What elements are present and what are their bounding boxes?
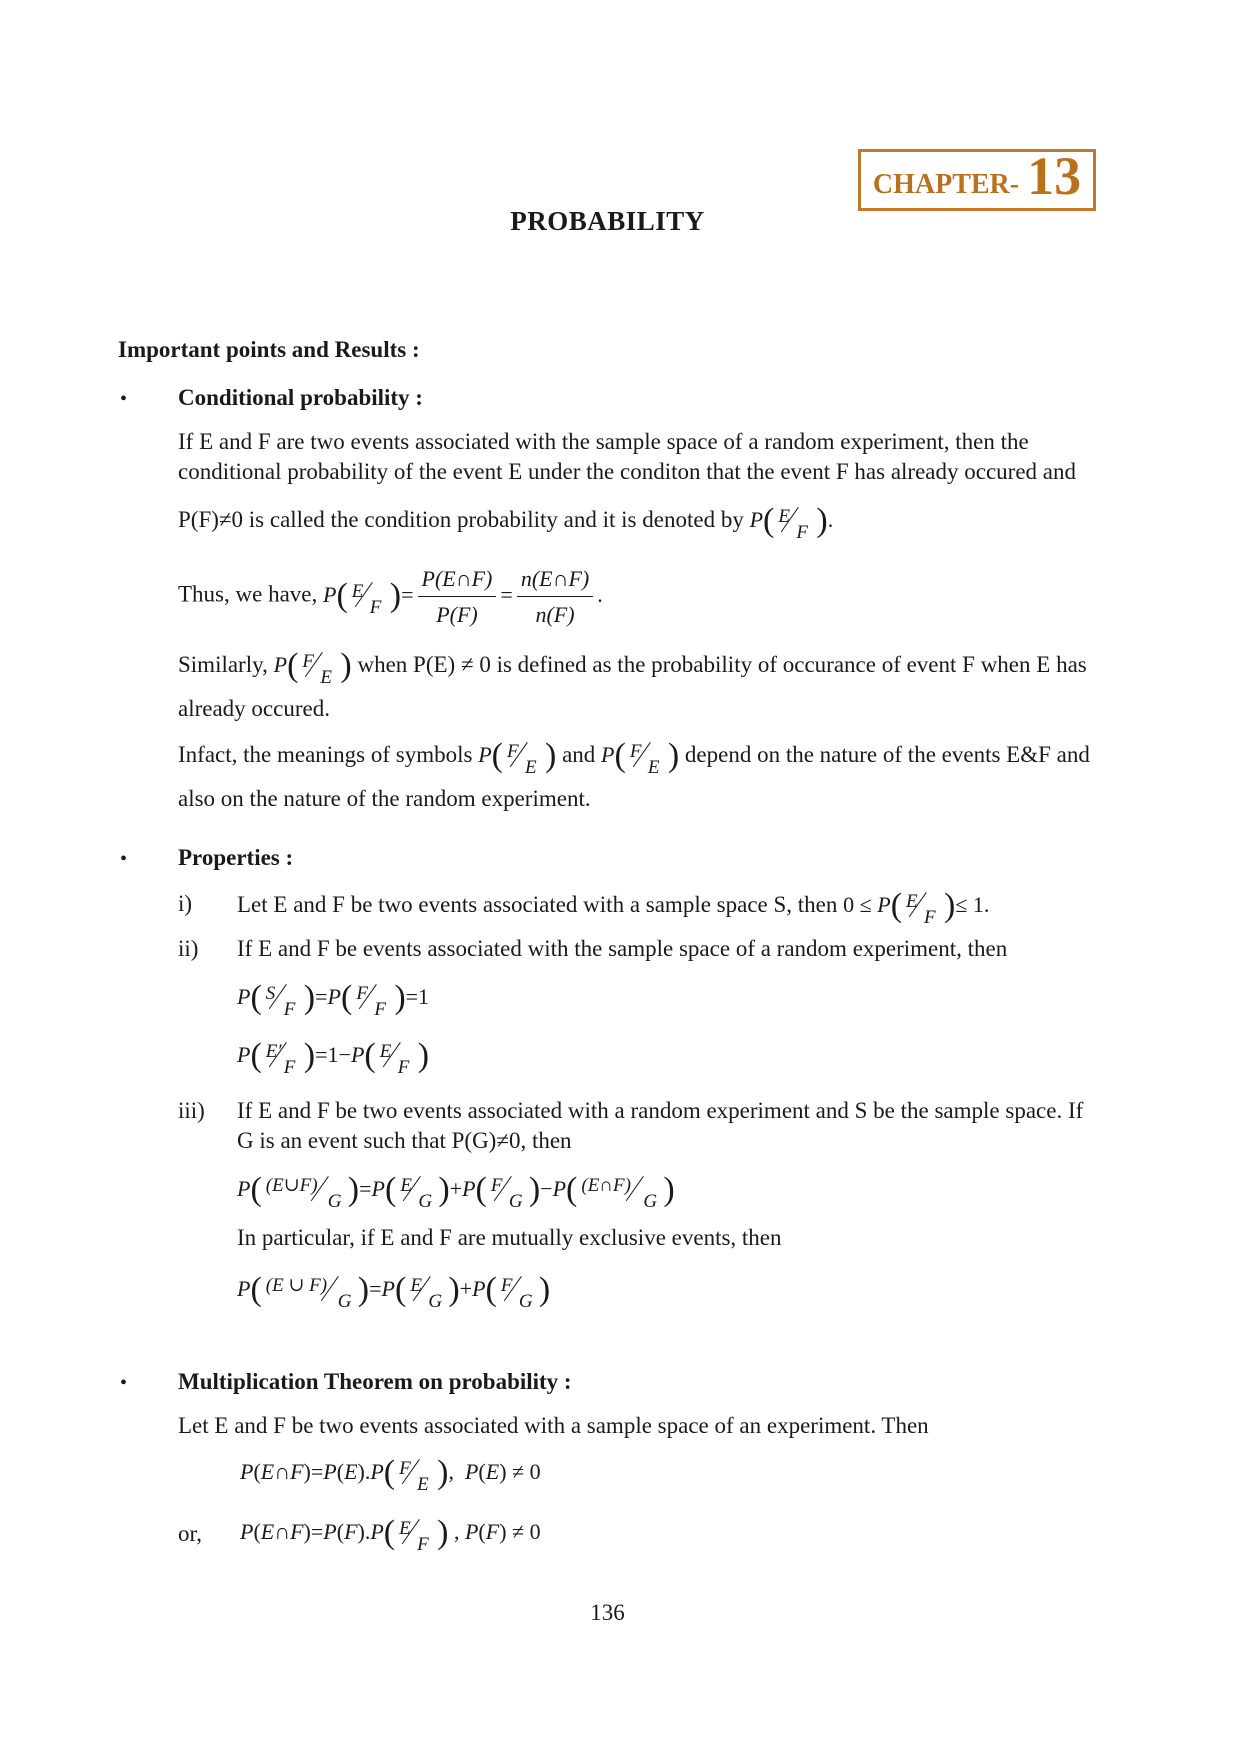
list-marker: iii)	[178, 1098, 205, 1123]
paragraph-line: conditional probability of the event E under the conditon that the event F has already occured and	[178, 459, 1076, 484]
paragraph-text: Thus, we have,	[178, 581, 318, 607]
bullet-icon: •	[120, 1372, 128, 1394]
bullet-icon: •	[120, 848, 128, 870]
paragraph-text: Infact, the meanings of symbols	[178, 742, 473, 767]
list-item: If E and F be two events associated with a random experiment and S be the sample space. If	[237, 1098, 1084, 1123]
paragraph-line: If E and F are two events associated with the sample space of a random experiment, then the	[178, 429, 1029, 454]
intro-heading: Important points and Results :	[118, 337, 420, 362]
paragraph-line: also on the nature of the random experiment.	[178, 786, 591, 811]
formula-p-f-given-e: P( F E )	[601, 737, 680, 778]
section-heading-conditional: Conditional probability :	[178, 385, 423, 410]
list-item: G is an event such that P(G)≠0, then	[237, 1128, 572, 1153]
chapter-badge	[858, 146, 1096, 211]
formula-p-f-given-e: P( F E )	[478, 737, 557, 778]
paragraph-line: already occured.	[178, 696, 330, 721]
formula-union-exclusive: P( (E ∪ F) G )=P( E G )+P( F G )	[237, 1271, 551, 1312]
paragraph-text: Let E and F be two events associated with a sample space S, then	[237, 892, 838, 917]
or-label: or,	[178, 1521, 202, 1546]
formula-s-given-f: P( S F )=P( F F )=1	[237, 979, 430, 1020]
paragraph-text: Similarly,	[178, 652, 268, 677]
formula-line-definition	[178, 563, 603, 630]
paragraph-line: Let E and F be two events associated with a sample space of an experiment. Then	[178, 1413, 929, 1438]
formula-complement: P( E′ F )=1−P( E F )	[237, 1037, 430, 1078]
formula-multiplication-1: P(E∩F)=P(E).P( F E ), P(E) ≠ 0	[240, 1454, 541, 1495]
paragraph-line	[178, 737, 1090, 778]
formula-bounds: 0 ≤ P( E F )≤ 1.	[843, 887, 990, 928]
page-number: 136	[590, 1600, 625, 1625]
chapter-number: 13	[1027, 146, 1082, 206]
list-marker: i)	[178, 891, 193, 916]
page-title: PROBABILITY	[510, 206, 705, 236]
section-heading-multiplication: Multiplication Theorem on probability :	[178, 1369, 572, 1394]
paragraph-line: In particular, if E and F are mutually exclusive events, then	[237, 1225, 782, 1250]
formula-union: P( (E∪F) G )=P( E G )+P( F G )−P( (E∩F) G )	[237, 1171, 675, 1212]
paragraph-text: and	[562, 742, 596, 767]
formula-p-e-given-f: P( E F ).	[749, 502, 834, 543]
chapter-label: CHAPTER-	[872, 169, 1020, 200]
formula-multiplication-2: P(E∩F)=P(F).P( E F ) , P(F) ≠ 0	[240, 1514, 541, 1555]
list-item: If E and F be events associated with the sample space of a random experiment, then	[237, 936, 1008, 961]
paragraph-line	[178, 502, 834, 543]
bullet-icon: •	[120, 388, 128, 410]
section-heading-properties: Properties :	[178, 845, 294, 870]
paragraph-text: when P(E) ≠ 0 is defined as the probability of occurance of event F when E has	[357, 652, 1087, 677]
paragraph-text: P(F)≠0 is called the condition probability and it is denoted by	[178, 507, 744, 532]
formula-conditional-definition: P( E F )= $\frac{P(E\cap F)}{P(F)}$ = $\frac{n(E\cap F)}{n(F)}$ .	[323, 582, 603, 607]
paragraph-line	[178, 647, 1087, 688]
formula-p-f-given-e: P( F E )	[273, 647, 352, 688]
list-item	[237, 887, 990, 928]
list-marker: ii)	[178, 936, 199, 961]
paragraph-text: depend on the nature of the events E&F and	[684, 742, 1090, 767]
